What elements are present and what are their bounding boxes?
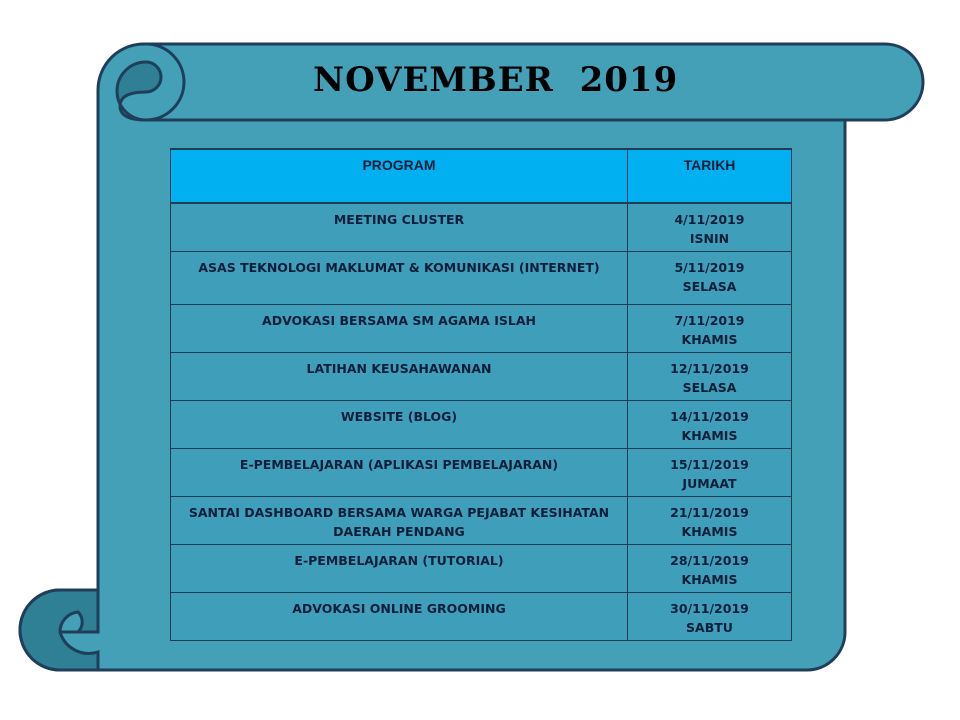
table-row (171, 593, 792, 641)
day-name: JUMAAT (682, 476, 737, 491)
program-cell (171, 305, 628, 353)
day-name: KHAMIS (681, 332, 738, 347)
date-value: 30/11/2019 (670, 601, 749, 616)
day-name: KHAMIS (681, 524, 738, 539)
date-cell (628, 497, 792, 545)
program-cell (171, 401, 628, 449)
column-header-date: TARIKH (628, 149, 792, 203)
program-name: ADVOKASI ONLINE GROOMING (292, 601, 506, 616)
table-row (171, 401, 792, 449)
table-row (171, 353, 792, 401)
table-row (171, 252, 792, 305)
program-cell (171, 203, 628, 252)
day-name: SELASA (682, 279, 737, 294)
program-name: LATIHAN KEUSAHAWANAN (306, 361, 492, 376)
page-title: NOVEMBER 2019 (313, 60, 679, 100)
program-name: ADVOKASI BERSAMA SM AGAMA ISLAH (262, 313, 536, 328)
program-name: MEETING CLUSTER (333, 212, 465, 227)
column-header-program: PROGRAM (171, 149, 628, 203)
day-name: SELASA (682, 380, 737, 395)
program-cell (171, 497, 628, 545)
date-value: 21/11/2019 (670, 505, 749, 520)
program-name: DAERAH PENDANG (333, 524, 465, 539)
table-row (171, 449, 792, 497)
schedule-table (170, 148, 792, 641)
program-name: SANTAI DASHBOARD BERSAMA WARGA PEJABAT KESIHATAN (188, 505, 610, 520)
date-cell (628, 449, 792, 497)
date-value: 7/11/2019 (674, 313, 745, 328)
table-row (171, 203, 792, 252)
table-row (171, 305, 792, 353)
date-cell (628, 305, 792, 353)
table-row (171, 497, 792, 545)
date-value: 5/11/2019 (674, 260, 745, 275)
date-value: 28/11/2019 (670, 553, 749, 568)
date-value: 14/11/2019 (670, 409, 749, 424)
program-name: ASAS TEKNOLOGI MAKLUMAT & KOMUNIKASI (INTERNET) (198, 260, 600, 275)
date-value: 4/11/2019 (674, 212, 745, 227)
date-cell (628, 203, 792, 252)
program-cell (171, 545, 628, 593)
date-value: 15/11/2019 (670, 457, 749, 472)
date-cell (628, 401, 792, 449)
day-name: ISNIN (689, 231, 730, 246)
program-cell (171, 593, 628, 641)
day-name: SABTU (686, 620, 733, 635)
date-value: 12/11/2019 (670, 361, 749, 376)
date-cell (628, 353, 792, 401)
program-name: E-PEMBELAJARAN (APLIKASI PEMBELAJARAN) (239, 457, 559, 472)
program-cell (171, 353, 628, 401)
table-body (171, 203, 792, 641)
table-row (171, 545, 792, 593)
day-name: KHAMIS (681, 428, 738, 443)
program-name: WEBSITE (BLOG) (340, 409, 458, 424)
scroll-curl-bottom (20, 590, 98, 670)
program-cell (171, 449, 628, 497)
program-cell (171, 252, 628, 305)
day-name: KHAMIS (681, 572, 738, 587)
date-cell (628, 252, 792, 305)
date-cell (628, 593, 792, 641)
program-name: E-PEMBELAJARAN (TUTORIAL) (294, 553, 504, 568)
date-cell (628, 545, 792, 593)
table-header-row (171, 149, 792, 203)
